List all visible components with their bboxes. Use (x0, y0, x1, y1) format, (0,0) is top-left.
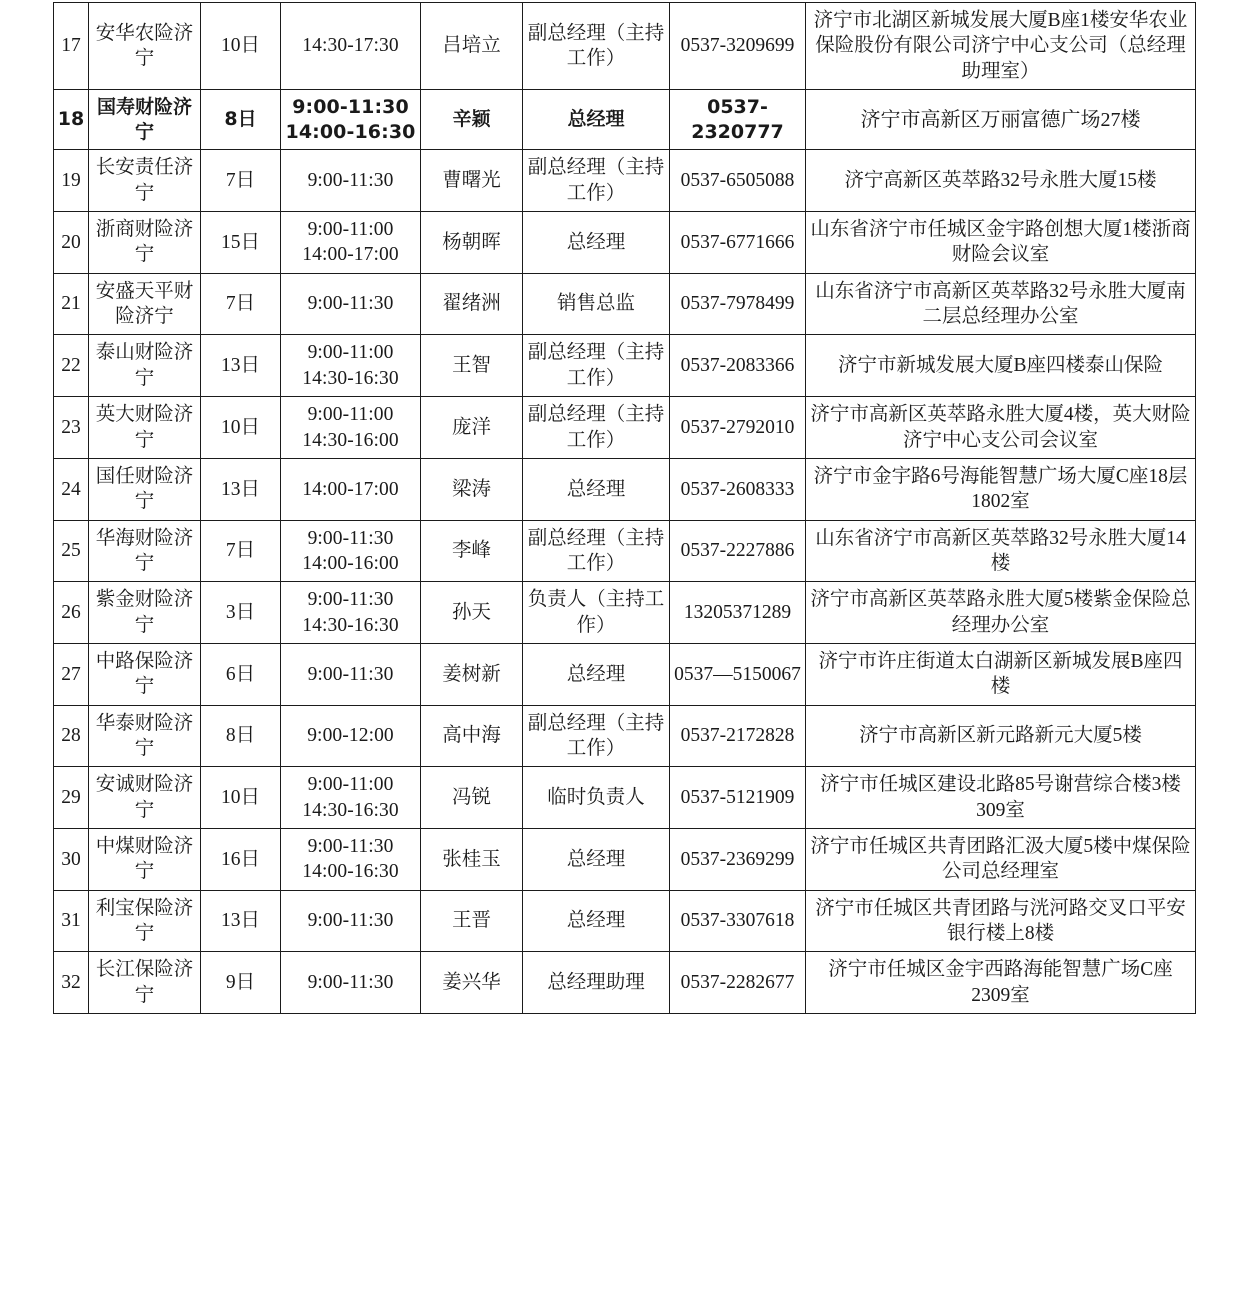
cell-time: 14:00-17:00 (281, 458, 421, 520)
table-row (54, 520, 1196, 582)
cell-index: 27 (54, 643, 89, 705)
cell-address: 济宁市高新区英萃路永胜大厦4楼，英大财险济宁中心支公司会议室 (806, 397, 1196, 459)
cell-index: 30 (54, 828, 89, 890)
cell-org: 华泰财险济宁 (89, 705, 201, 767)
cell-time: 9:00-11:30 (281, 890, 421, 952)
cell-org: 长江保险济宁 (89, 952, 201, 1014)
cell-phone: 0537-3307618 (670, 890, 806, 952)
cell-phone: 13205371289 (670, 582, 806, 644)
table-row (54, 3, 1196, 90)
cell-pos: 副总经理（主持工作） (523, 705, 670, 767)
cell-name: 张桂玉 (421, 828, 523, 890)
cell-day: 13日 (201, 458, 281, 520)
cell-phone: 0537-3209699 (670, 3, 806, 90)
table-row (54, 767, 1196, 829)
cell-pos: 总经理 (523, 643, 670, 705)
cell-day: 10日 (201, 397, 281, 459)
cell-org: 英大财险济宁 (89, 397, 201, 459)
cell-index: 18 (54, 90, 89, 150)
table-row (54, 582, 1196, 644)
cell-pos: 总经理 (523, 90, 670, 150)
cell-day: 8日 (201, 705, 281, 767)
cell-pos: 总经理 (523, 458, 670, 520)
cell-phone: 0537-2172828 (670, 705, 806, 767)
cell-address: 济宁高新区英萃路32号永胜大厦15楼 (806, 150, 1196, 212)
table-row (54, 150, 1196, 212)
schedule-table-body (54, 3, 1196, 1014)
cell-phone: 0537-2282677 (670, 952, 806, 1014)
cell-address: 济宁市新城发展大厦B座四楼泰山保险 (806, 335, 1196, 397)
cell-day: 10日 (201, 767, 281, 829)
table-row (54, 335, 1196, 397)
table-row (54, 397, 1196, 459)
cell-org: 国寿财险济宁 (89, 90, 201, 150)
cell-index: 28 (54, 705, 89, 767)
cell-phone: 0537-2083366 (670, 335, 806, 397)
cell-index: 17 (54, 3, 89, 90)
cell-name: 冯锐 (421, 767, 523, 829)
cell-time: 9:00-11:00 14:30-16:00 (281, 397, 421, 459)
cell-index: 25 (54, 520, 89, 582)
cell-org: 紫金财险济宁 (89, 582, 201, 644)
cell-org: 泰山财险济宁 (89, 335, 201, 397)
cell-name: 吕培立 (421, 3, 523, 90)
table-row (54, 643, 1196, 705)
cell-address: 济宁市金宇路6号海能智慧广场大厦C座18层1802室 (806, 458, 1196, 520)
table-row (54, 890, 1196, 952)
cell-pos: 总经理 (523, 212, 670, 274)
cell-day: 8日 (201, 90, 281, 150)
cell-time: 9:00-11:00 14:30-16:30 (281, 767, 421, 829)
cell-name: 高中海 (421, 705, 523, 767)
cell-day: 3日 (201, 582, 281, 644)
cell-index: 26 (54, 582, 89, 644)
table-row (54, 952, 1196, 1014)
cell-day: 7日 (201, 520, 281, 582)
cell-pos: 总经理助理 (523, 952, 670, 1014)
cell-time: 9:00-11:30 (281, 273, 421, 335)
cell-org: 长安责任济宁 (89, 150, 201, 212)
cell-name: 王智 (421, 335, 523, 397)
cell-day: 15日 (201, 212, 281, 274)
cell-index: 32 (54, 952, 89, 1014)
cell-org: 安华农险济宁 (89, 3, 201, 90)
cell-address: 济宁市任城区建设北路85号谢营综合楼3楼309室 (806, 767, 1196, 829)
cell-name: 梁涛 (421, 458, 523, 520)
cell-org: 利宝保险济宁 (89, 890, 201, 952)
cell-address: 济宁市任城区共青团路与洸河路交叉口平安银行楼上8楼 (806, 890, 1196, 952)
cell-org: 安盛天平财险济宁 (89, 273, 201, 335)
cell-phone: 0537-2608333 (670, 458, 806, 520)
cell-address: 济宁市任城区共青团路汇汲大厦5楼中煤保险公司总经理室 (806, 828, 1196, 890)
cell-day: 16日 (201, 828, 281, 890)
cell-name: 姜兴华 (421, 952, 523, 1014)
cell-time: 9:00-11:00 14:30-16:30 (281, 335, 421, 397)
cell-index: 31 (54, 890, 89, 952)
cell-day: 6日 (201, 643, 281, 705)
table-row (54, 212, 1196, 274)
cell-name: 王晋 (421, 890, 523, 952)
cell-pos: 临时负责人 (523, 767, 670, 829)
cell-pos: 总经理 (523, 828, 670, 890)
cell-phone: 0537-2227886 (670, 520, 806, 582)
cell-index: 24 (54, 458, 89, 520)
cell-name: 辛颖 (421, 90, 523, 150)
cell-day: 13日 (201, 335, 281, 397)
cell-address: 济宁市高新区英萃路永胜大厦5楼紫金保险总经理办公室 (806, 582, 1196, 644)
cell-day: 13日 (201, 890, 281, 952)
cell-address: 济宁市任城区金宇西路海能智慧广场C座2309室 (806, 952, 1196, 1014)
table-row (54, 458, 1196, 520)
cell-day: 10日 (201, 3, 281, 90)
cell-index: 22 (54, 335, 89, 397)
cell-phone: 0537-2369299 (670, 828, 806, 890)
cell-address: 济宁市北湖区新城发展大厦B座1楼安华农业保险股份有限公司济宁中心支公司（总经理助理室） (806, 3, 1196, 90)
cell-pos: 总经理 (523, 890, 670, 952)
cell-address: 山东省济宁市任城区金宇路创想大厦1楼浙商财险会议室 (806, 212, 1196, 274)
schedule-table (53, 2, 1196, 1014)
cell-phone: 0537-7978499 (670, 273, 806, 335)
cell-name: 孙天 (421, 582, 523, 644)
cell-index: 19 (54, 150, 89, 212)
cell-address: 济宁市许庄街道太白湖新区新城发展B座四楼 (806, 643, 1196, 705)
cell-org: 国任财险济宁 (89, 458, 201, 520)
cell-phone: 0537-6771666 (670, 212, 806, 274)
cell-time: 9:00-11:30 14:00-16:00 (281, 520, 421, 582)
cell-name: 庞洋 (421, 397, 523, 459)
cell-org: 安诚财险济宁 (89, 767, 201, 829)
cell-time: 14:30-17:30 (281, 3, 421, 90)
cell-pos: 副总经理（主持工作） (523, 335, 670, 397)
cell-time: 9:00-11:30 14:00-16:30 (281, 90, 421, 150)
cell-time: 9:00-12:00 (281, 705, 421, 767)
cell-org: 中煤财险济宁 (89, 828, 201, 890)
cell-pos: 负责人（主持工作） (523, 582, 670, 644)
cell-org: 中路保险济宁 (89, 643, 201, 705)
cell-phone: 0537-5121909 (670, 767, 806, 829)
cell-address: 济宁市高新区万丽富德广场27楼 (806, 90, 1196, 150)
cell-name: 李峰 (421, 520, 523, 582)
table-row (54, 90, 1196, 150)
cell-address: 山东省济宁市高新区英萃路32号永胜大厦南二层总经理办公室 (806, 273, 1196, 335)
cell-pos: 副总经理（主持工作） (523, 397, 670, 459)
cell-pos: 副总经理（主持工作） (523, 520, 670, 582)
cell-day: 9日 (201, 952, 281, 1014)
cell-time: 9:00-11:30 (281, 952, 421, 1014)
cell-pos: 销售总监 (523, 273, 670, 335)
cell-name: 姜树新 (421, 643, 523, 705)
cell-index: 23 (54, 397, 89, 459)
cell-phone: 0537-6505088 (670, 150, 806, 212)
cell-pos: 副总经理（主持工作） (523, 3, 670, 90)
cell-index: 20 (54, 212, 89, 274)
cell-day: 7日 (201, 273, 281, 335)
cell-address: 济宁市高新区新元路新元大厦5楼 (806, 705, 1196, 767)
cell-phone: 0537-2792010 (670, 397, 806, 459)
cell-address: 山东省济宁市高新区英萃路32号永胜大厦14楼 (806, 520, 1196, 582)
cell-time: 9:00-11:00 14:00-17:00 (281, 212, 421, 274)
cell-phone: 0537—5150067 (670, 643, 806, 705)
cell-day: 7日 (201, 150, 281, 212)
cell-index: 21 (54, 273, 89, 335)
cell-name: 曹曙光 (421, 150, 523, 212)
cell-time: 9:00-11:30 (281, 643, 421, 705)
cell-index: 29 (54, 767, 89, 829)
cell-time: 9:00-11:30 14:00-16:30 (281, 828, 421, 890)
cell-time: 9:00-11:30 14:30-16:30 (281, 582, 421, 644)
table-row (54, 705, 1196, 767)
table-row (54, 273, 1196, 335)
cell-name: 杨朝晖 (421, 212, 523, 274)
cell-phone: 0537-2320777 (670, 90, 806, 150)
cell-org: 华海财险济宁 (89, 520, 201, 582)
cell-pos: 副总经理（主持工作） (523, 150, 670, 212)
cell-org: 浙商财险济宁 (89, 212, 201, 274)
cell-time: 9:00-11:30 (281, 150, 421, 212)
table-row (54, 828, 1196, 890)
cell-name: 翟绪洲 (421, 273, 523, 335)
